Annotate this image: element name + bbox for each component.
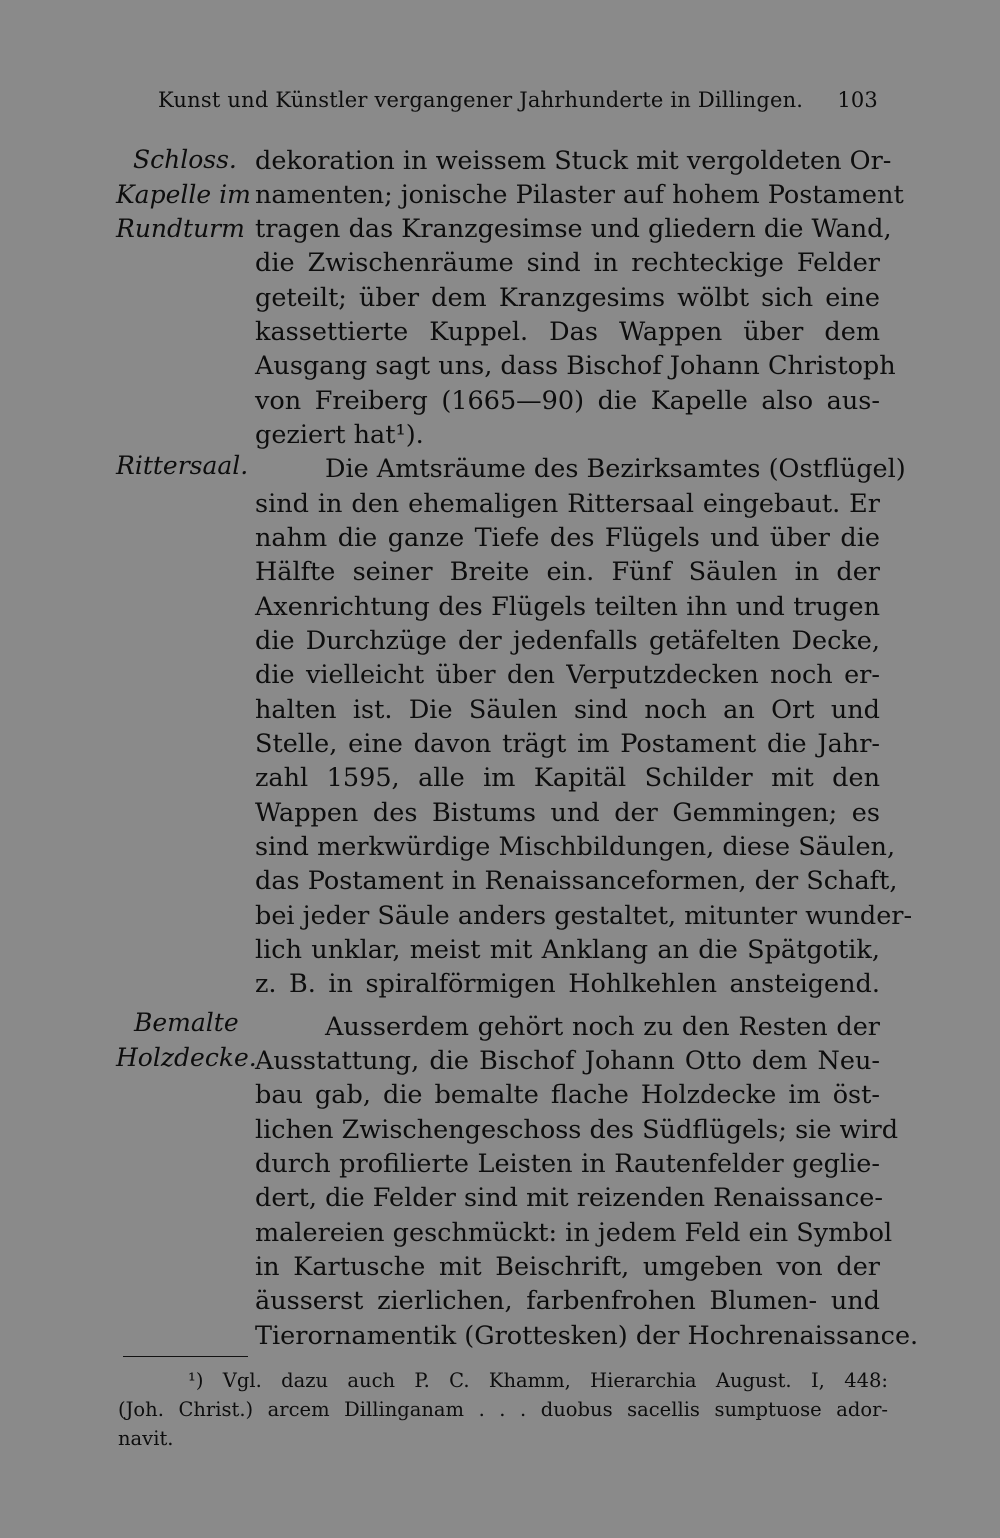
margin-note-bemalte: Bemalte bbox=[134, 1008, 239, 1037]
body-line: tragen das Kranzgesimse und gliedern die Wand, bbox=[255, 214, 892, 244]
body-line: dekoration in weissem Stuck mit vergoldeten Or- bbox=[255, 146, 892, 176]
body-line: Die Amtsräume des Bezirksamtes (Ostflügel) bbox=[325, 454, 906, 484]
body-line: lich unklar, meist mit Anklang an die Spätgotik, bbox=[255, 935, 880, 965]
body-line: die vielleicht über den Verputzdecken noch er- bbox=[255, 660, 880, 690]
body-line: Tierornamentik (Grottesken) der Hochrenaissance. bbox=[255, 1321, 919, 1351]
body-line: malereien geschmückt: in jedem Feld ein Symbol bbox=[255, 1218, 893, 1248]
margin-note-schloss: Schloss. bbox=[133, 145, 237, 174]
body-line: geteilt; über dem Kranzgesims wölbt sich eine bbox=[255, 283, 880, 313]
body-line: namenten; jonische Pilaster auf hohem Postament bbox=[255, 180, 904, 210]
body-line: sind in den ehemaligen Rittersaal eingebaut. Er bbox=[255, 489, 880, 519]
body-line: in Kartusche mit Beischrift, umgeben von der bbox=[255, 1252, 880, 1282]
page-number: 103 bbox=[837, 88, 878, 112]
body-line: das Postament in Renaissanceformen, der Schaft, bbox=[255, 866, 898, 896]
body-line: Wappen des Bistums und der Gemmingen; es bbox=[255, 798, 880, 828]
body-line: dert, die Felder sind mit reizenden Renaissance- bbox=[255, 1183, 883, 1213]
margin-note-kapelle: Kapelle im bbox=[116, 180, 251, 209]
margin-note-rundturm: Rundturm bbox=[116, 214, 245, 243]
body-line: Ausgang sagt uns, dass Bischof Johann Christoph bbox=[255, 351, 896, 381]
body-line: von Freiberg (1665—90) die Kapelle also aus- bbox=[255, 386, 880, 416]
body-line: kassettierte Kuppel. Das Wappen über dem bbox=[255, 317, 880, 347]
body-line: durch profilierte Leisten in Rautenfelder geglie- bbox=[255, 1149, 880, 1179]
body-line: nahm die ganze Tiefe des Flügels und über die bbox=[255, 523, 880, 553]
body-line: die Zwischenräume sind in rechteckige Felder bbox=[255, 248, 880, 278]
body-line: Hälfte seiner Breite ein. Fünf Säulen in der bbox=[255, 557, 880, 587]
body-line: bau gab, die bemalte flache Holzdecke im öst- bbox=[255, 1080, 880, 1110]
running-title: Kunst und Künstler vergangener Jahrhunderte in Dillingen. bbox=[158, 88, 804, 112]
body-line: halten ist. Die Säulen sind noch an Ort und bbox=[255, 695, 880, 725]
body-line: äusserst zierlichen, farbenfrohen Blumen- und bbox=[255, 1286, 880, 1316]
footnote-line: ¹) Vgl. dazu auch P. C. Khamm, Hierarchia August. I, 448: bbox=[188, 1369, 888, 1392]
body-line: Axenrichtung des Flügels teilten ihn und trugen bbox=[255, 592, 880, 622]
body-line: z. B. in spiralförmigen Hohlkehlen ansteigend. bbox=[255, 969, 880, 999]
body-line: Stelle, eine davon trägt im Postament die Jahr- bbox=[255, 729, 880, 759]
body-line: lichen Zwischengeschoss des Südflügels; sie wird bbox=[255, 1115, 899, 1145]
body-line: zahl 1595, alle im Kapitäl Schilder mit den bbox=[255, 763, 880, 793]
body-line: sind merkwürdige Mischbildungen, diese Säulen, bbox=[255, 832, 896, 862]
footnote-rule bbox=[123, 1356, 248, 1357]
margin-note-rittersaal: Rittersaal. bbox=[116, 451, 249, 480]
running-header bbox=[158, 88, 878, 112]
body-line: die Durchzüge der jedenfalls getäfelten Decke, bbox=[255, 626, 880, 656]
footnote-line: (Joh. Christ.) arcem Dillinganam . . . duobus sacellis sumptuose ador- bbox=[118, 1398, 888, 1421]
body-line: bei jeder Säule anders gestaltet, mitunter wunder- bbox=[255, 901, 913, 931]
body-line: Ausstattung, die Bischof Johann Otto dem Neu- bbox=[255, 1046, 880, 1076]
margin-note-holzdecke: Holzdecke. bbox=[116, 1043, 257, 1072]
body-line: Ausserdem gehört noch zu den Resten der bbox=[325, 1012, 880, 1042]
footnote-line: navit. bbox=[118, 1427, 174, 1450]
body-line: geziert hat¹). bbox=[255, 420, 424, 450]
